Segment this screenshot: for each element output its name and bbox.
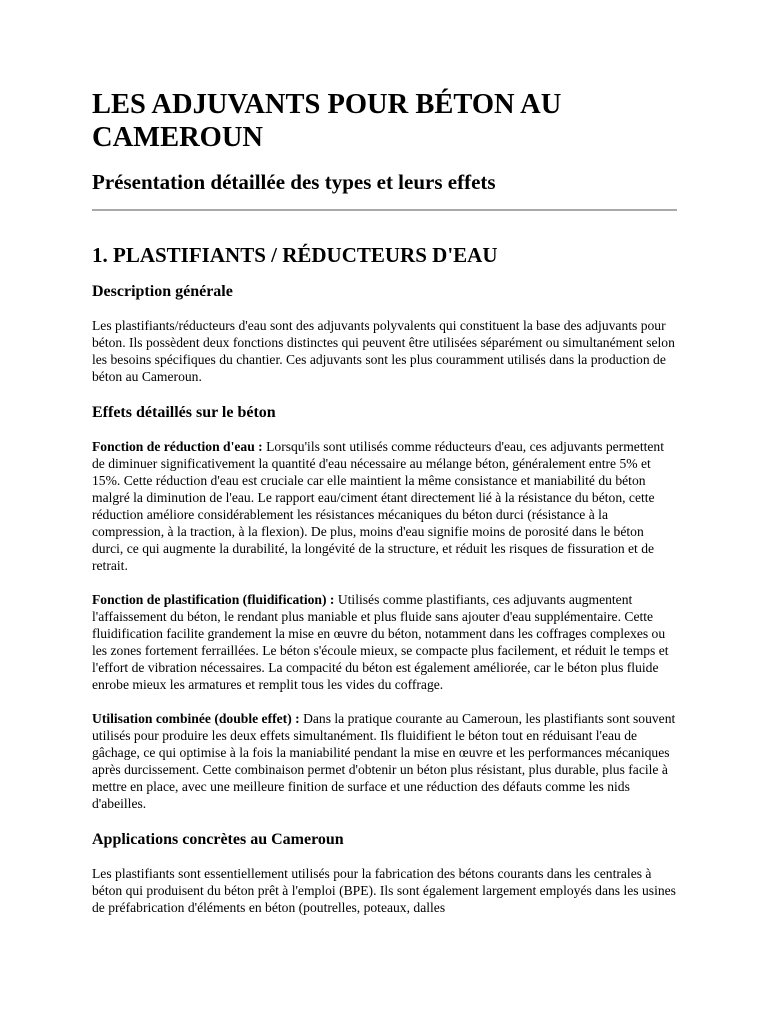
document-subtitle: Présentation détaillée des types et leurs effets — [92, 170, 496, 194]
paragraph-plastification — [92, 591, 677, 693]
paragraph-combined-use — [92, 710, 677, 812]
paragraph-text: Utilisés comme plastifiants, ces adjuvants augmentent l'affaissement du béton, le rendant plus maniable et plus fluide sans ajouter d'eau supplémentaire. Cette fluidification facilite grandement la mise en œuvre du béton, notamment dans les coffrages complexes ou les zones fortement ferraillées. Le béton s'écoule mieux, se compacte plus facilement, et réduit le temps et l'effort de vibration nécessaires. La compacité du béton est également améliorée, car le béton plus fluide enrobe mieux les armatures et remplit tous les vides du coffrage. — [92, 592, 669, 692]
paragraph-text: Dans la pratique courante au Cameroun, les plastifiants sont souvent utilisés pour produire les deux effets simultanément. Ils fluidifient le béton tout en réduisant l'eau de gâchage, ce qui optimise à la fois la maniabilité pendant la mise en œuvre et les performances mécaniques après durcissement. Cette combinaison permet d'obtenir un béton plus résistant, plus durable, plus facile à mettre en place, avec une meilleure finition de surface et une réduction des défauts comme les nids d'abeilles. — [92, 711, 676, 811]
paragraph-label: Fonction de plastification (fluidification) : — [92, 592, 335, 607]
paragraph-description: Les plastifiants/réducteurs d'eau sont des adjuvants polyvalents qui constituent la base des adjuvants pour béton. Ils possèdent deux fonctions distinctes qui peuvent être utilisées séparément ou simultanément selon les besoins spécifiques du chantier. Ces adjuvants sont les plus couramment utilisés dans la production de béton au Cameroun. — [92, 318, 675, 384]
horizontal-rule — [92, 209, 677, 211]
document-body — [92, 88, 677, 916]
section-heading-plastifiants: 1. PLASTIFIANTS / RÉDUCTEURS D'EAU — [92, 243, 498, 267]
subheading-effects: Effets détaillés sur le béton — [92, 404, 276, 421]
paragraph-label: Fonction de réduction d'eau : — [92, 439, 263, 454]
document-title: LES ADJUVANTS POUR BÉTON AU CAMEROUN — [92, 89, 562, 153]
paragraph-water-reduction — [92, 438, 677, 574]
paragraph-label: Utilisation combinée (double effet) : — [92, 711, 300, 726]
subheading-description: Description générale — [92, 283, 233, 300]
paragraph-text: Lorsqu'ils sont utilisés comme réducteurs d'eau, ces adjuvants permettent de diminuer significativement la quantité d'eau nécessaire au mélange béton, généralement entre 5% et 15%. Cette réduction d'eau est cruciale car elle maintient la même consistance et maniabilité du béton malgré la diminution de l'eau. Le rapport eau/ciment étant directement lié à la résistance du béton, cette réduction améliore considérablement les résistances mécaniques du béton durci (résistance à la compression, à la traction, à la flexion). De plus, moins d'eau signifie moins de porosité dans le béton durci, ce qui augmente la durabilité, la longévité de la structure, et réduit les risques de fissuration et de retrait. — [92, 439, 664, 573]
paragraph-applications: Les plastifiants sont essentiellement utilisés pour la fabrication des bétons courants dans les centrales à béton qui produisent du béton prêt à l'emploi (BPE). Ils sont également largement employés dans les usines de préfabrication d'éléments en béton (poutrelles, poteaux, dalles — [92, 866, 676, 915]
subheading-applications: Applications concrètes au Cameroun — [92, 831, 344, 848]
